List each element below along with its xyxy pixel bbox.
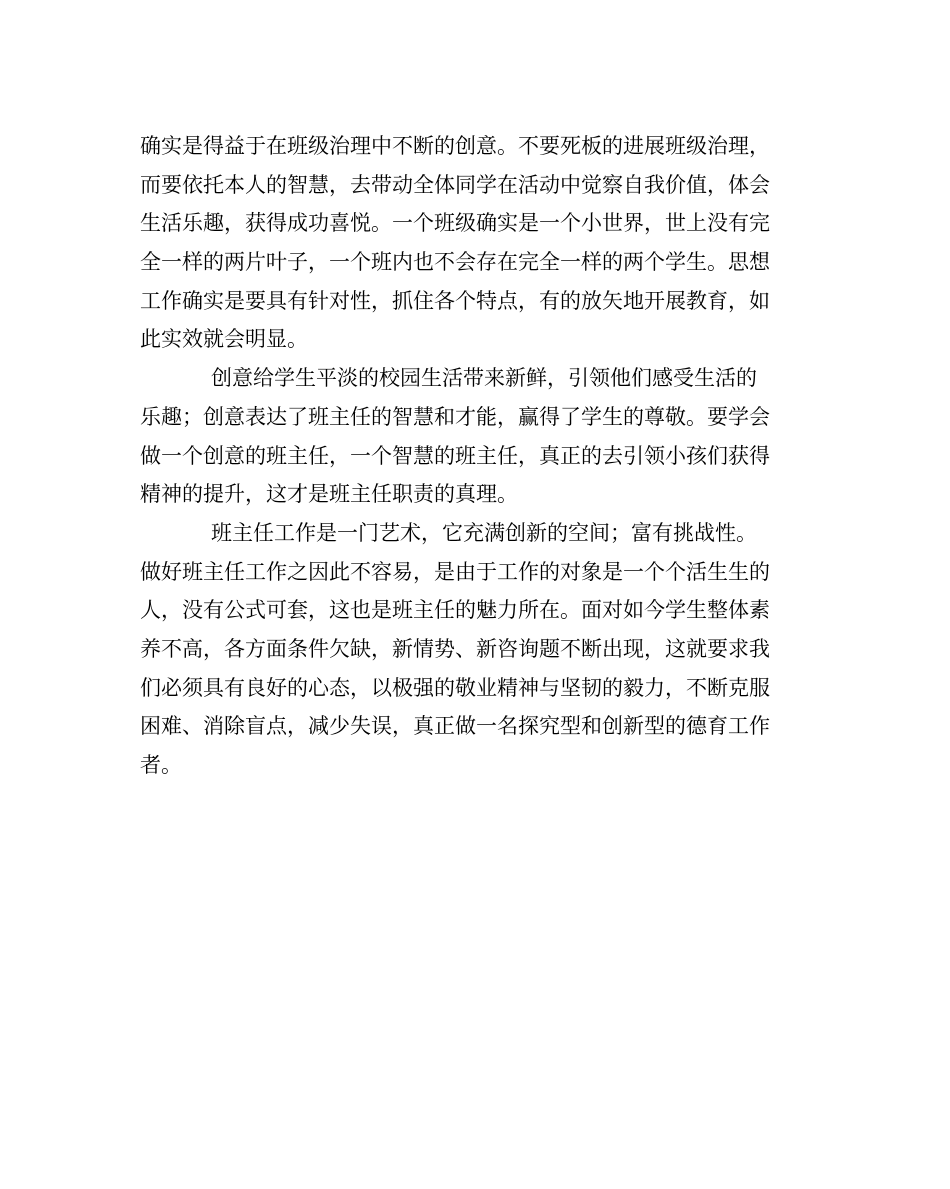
text-line: 确实是得益于在班级治理中不断的创意。不要死板的进展班级治理， <box>140 134 770 158</box>
paragraph <box>140 359 800 514</box>
text-line: 养不高，各方面条件欠缺，新情势、新咨询题不断出现，这就要求我 <box>140 636 770 661</box>
paragraph <box>140 514 800 785</box>
paragraph <box>140 127 800 359</box>
text-line: 人，没有公式可套，这也是班主任的魅力所在。面对如今学生整体素 <box>140 598 770 623</box>
text-line: 乐趣；创意表达了班主任的智慧和才能，赢得了学生的尊敬。要学会 <box>140 404 770 429</box>
text-line: 做好班主任工作之因此不容易，是由于工作的对象是一个个活生生的 <box>140 559 770 584</box>
text-line: 工作确实是要具有针对性，抓住各个特点，有的放矢地开展教育，如 <box>140 288 770 313</box>
text-line: 而要依托本人的智慧，去带动全体同学在活动中觉察自我价值，体会 <box>140 172 770 197</box>
text-line: 们必须具有良好的心态，以极强的敬业精神与坚韧的毅力，不断克服 <box>140 675 770 700</box>
text-line: 此实效就会明显。 <box>140 327 308 352</box>
text-line: 创意给学生平淡的校园生活带来新鲜，引领他们感受生活的 <box>211 366 757 391</box>
document-body <box>140 127 800 785</box>
text-line: 生活乐趣，获得成功喜悦。一个班级确实是一个小世界，世上没有完 <box>140 211 770 236</box>
text-line: 困难、消除盲点，减少失误，真正做一名探究型和创新型的德育工作 <box>140 714 770 739</box>
text-line: 者。 <box>140 753 182 777</box>
text-line: 精神的提升，这才是班主任职责的真理。 <box>140 482 518 507</box>
text-line: 班主任工作是一门艺术，它充满创新的空间；富有挑战性。 <box>211 520 757 545</box>
text-line: 全一样的两片叶子，一个班内也不会存在完全一样的两个学生。思想 <box>140 250 770 275</box>
text-line: 做一个创意的班主任，一个智慧的班主任，真正的去引领小孩们获得 <box>140 443 770 468</box>
